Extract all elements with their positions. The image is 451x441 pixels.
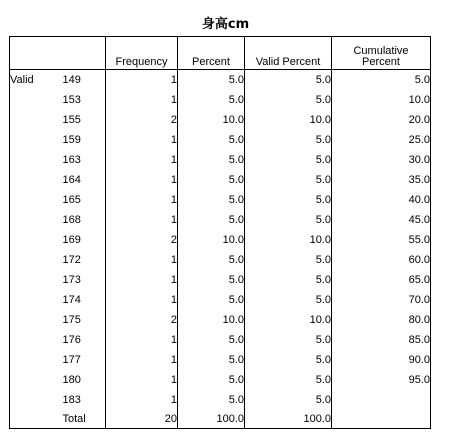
row-value: 149 [62, 74, 81, 86]
row-frequency: 1 [106, 250, 178, 270]
row-cumulative-percent: 60.0 [332, 250, 431, 270]
row-cumulative-percent: 95.0 [332, 370, 431, 390]
row-percent: 10.0 [178, 230, 245, 250]
row-percent: 5.0 [178, 370, 245, 390]
row-stat-label [10, 170, 63, 190]
row-valid-percent: 5.0 [245, 210, 332, 230]
row-cumulative-percent: 35.0 [332, 170, 431, 190]
row-stat-label [10, 350, 63, 370]
header-cumulative-percent [332, 37, 431, 70]
header-cumulative-line1: Cumulative [353, 45, 409, 57]
row-stat-label [10, 190, 63, 210]
row-percent: 10.0 [178, 110, 245, 130]
row-stat-label [10, 90, 63, 110]
row-value: 180 [62, 374, 81, 386]
row-frequency: 1 [106, 90, 178, 110]
row-cumulative-percent: 30.0 [332, 150, 431, 170]
row-value: 177 [62, 354, 81, 366]
row-cumulative-percent: 10.0 [332, 90, 431, 110]
row-frequency: 2 [106, 310, 178, 330]
row-valid-percent: 5.0 [245, 70, 332, 91]
header-percent: Percent [178, 37, 245, 70]
row-cumulative-percent: 70.0 [332, 290, 431, 310]
row-stat-label [10, 150, 63, 170]
total-row [10, 410, 431, 429]
header-cumulative-line2: Percent [362, 56, 400, 68]
row-value: 155 [62, 114, 81, 126]
row-frequency: 1 [106, 150, 178, 170]
table-row [10, 70, 431, 91]
row-percent: 5.0 [178, 290, 245, 310]
row-percent: 5.0 [178, 150, 245, 170]
header-value [63, 37, 106, 70]
total-stat [10, 410, 63, 429]
row-valid-percent: 5.0 [245, 190, 332, 210]
row-value: 163 [62, 154, 81, 166]
row-valid-percent: 5.0 [245, 370, 332, 390]
row-percent: 5.0 [178, 270, 245, 290]
frequency-table [9, 36, 431, 429]
row-value: 175 [62, 314, 81, 326]
row-valid-percent: 5.0 [245, 130, 332, 150]
row-frequency: 1 [106, 210, 178, 230]
row-stat-label [10, 330, 63, 350]
table-row [10, 130, 431, 150]
row-cumulative-percent: 25.0 [332, 130, 431, 150]
row-value: 165 [62, 194, 81, 206]
total-label: Total [62, 413, 86, 425]
row-valid-percent: 5.0 [245, 90, 332, 110]
row-value: 153 [62, 94, 81, 106]
row-cumulative-percent: 80.0 [332, 310, 431, 330]
row-percent: 5.0 [178, 130, 245, 150]
row-valid-percent: 5.0 [245, 290, 332, 310]
table-row [10, 290, 431, 310]
row-frequency: 1 [106, 370, 178, 390]
row-frequency: 1 [106, 390, 178, 410]
row-percent: 5.0 [178, 210, 245, 230]
total-valid-percent: 100.0 [245, 410, 332, 429]
row-cumulative-percent: 85.0 [332, 330, 431, 350]
row-valid-percent: 5.0 [245, 170, 332, 190]
row-valid-percent: 5.0 [245, 250, 332, 270]
row-frequency: 1 [106, 130, 178, 150]
table-row [10, 110, 431, 130]
row-percent: 5.0 [178, 390, 245, 410]
row-stat-label: Valid [10, 74, 34, 86]
row-stat-label [10, 270, 63, 290]
table-row [10, 270, 431, 290]
row-cumulative-percent: 65.0 [332, 270, 431, 290]
row-valid-percent: 5.0 [245, 350, 332, 370]
row-stat-label [10, 310, 63, 330]
row-stat-label [10, 230, 63, 250]
row-value: 168 [62, 214, 81, 226]
row-cumulative-percent: 5.0 [332, 70, 431, 91]
row-percent: 5.0 [178, 90, 245, 110]
row-valid-percent: 5.0 [245, 150, 332, 170]
total-cumulative-percent [332, 410, 431, 429]
row-cumulative-percent: 45.0 [332, 210, 431, 230]
row-value: 172 [62, 254, 81, 266]
row-percent: 5.0 [178, 250, 245, 270]
row-frequency: 2 [106, 230, 178, 250]
row-frequency: 1 [106, 190, 178, 210]
header-row [10, 37, 431, 70]
table-title: 身高cm [201, 17, 250, 32]
row-value: 174 [62, 294, 81, 306]
header-stat [10, 37, 63, 70]
table-row [10, 210, 431, 230]
row-value: 173 [62, 274, 81, 286]
table-row [10, 310, 431, 330]
row-stat-label [10, 110, 63, 130]
row-frequency: 1 [106, 70, 178, 91]
row-frequency: 2 [106, 110, 178, 130]
row-frequency: 1 [106, 290, 178, 310]
row-cumulative-percent: 20.0 [332, 110, 431, 130]
row-stat-label [10, 390, 63, 410]
row-stat-label [10, 290, 63, 310]
row-value: 183 [62, 394, 81, 406]
total-percent: 100.0 [178, 410, 245, 429]
row-percent: 5.0 [178, 70, 245, 91]
row-percent: 5.0 [178, 350, 245, 370]
row-stat-label [10, 250, 63, 270]
row-valid-percent: 10.0 [245, 110, 332, 130]
table-row [10, 230, 431, 250]
row-valid-percent: 10.0 [245, 230, 332, 250]
table-row [10, 150, 431, 170]
table-row [10, 190, 431, 210]
total-frequency: 20 [106, 410, 178, 429]
row-valid-percent: 5.0 [245, 270, 332, 290]
table-row [10, 390, 431, 410]
table-row [10, 170, 431, 190]
row-frequency: 1 [106, 170, 178, 190]
row-frequency: 1 [106, 350, 178, 370]
row-stat-label [10, 370, 63, 390]
table-row [10, 350, 431, 370]
row-value: 164 [62, 174, 81, 186]
row-percent: 10.0 [178, 310, 245, 330]
row-percent: 5.0 [178, 330, 245, 350]
row-cumulative-percent: 40.0 [332, 190, 431, 210]
row-valid-percent: 10.0 [245, 310, 332, 330]
header-valid-percent: Valid Percent [245, 37, 332, 70]
row-value: 159 [62, 134, 81, 146]
row-value: 169 [62, 234, 81, 246]
row-percent: 5.0 [178, 170, 245, 190]
row-frequency: 1 [106, 270, 178, 290]
table-row [10, 250, 431, 270]
table-row [10, 330, 431, 350]
row-percent: 5.0 [178, 190, 245, 210]
row-cumulative-percent [332, 390, 431, 410]
header-frequency: Frequency [106, 37, 178, 70]
row-value: 176 [62, 334, 81, 346]
row-stat-label [10, 210, 63, 230]
table-row [10, 370, 431, 390]
table-row [10, 90, 431, 110]
row-cumulative-percent: 55.0 [332, 230, 431, 250]
row-valid-percent: 5.0 [245, 330, 332, 350]
row-frequency: 1 [106, 330, 178, 350]
row-valid-percent: 5.0 [245, 390, 332, 410]
row-stat-label [10, 130, 63, 150]
row-cumulative-percent: 90.0 [332, 350, 431, 370]
